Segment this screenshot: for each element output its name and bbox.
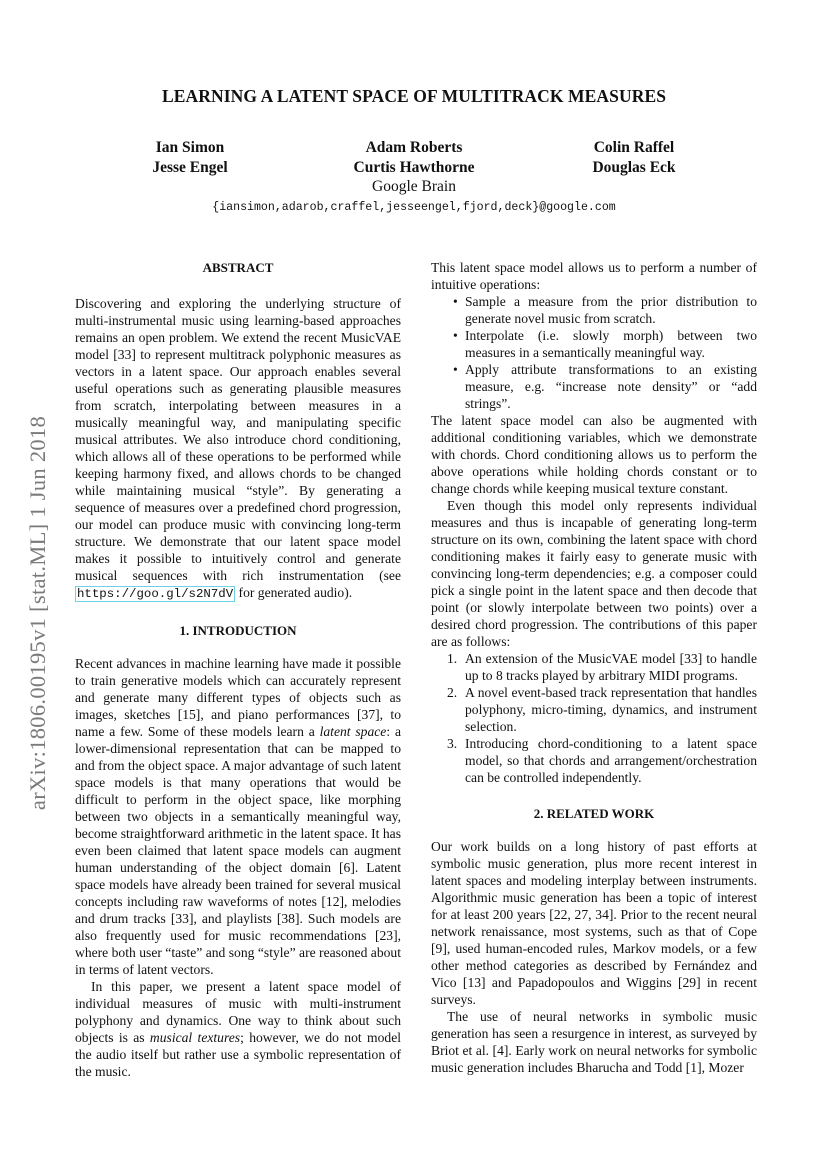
intro-paragraph-2	[75, 978, 401, 1080]
list-number: 3.	[447, 736, 458, 751]
paper-title: LEARNING A LATENT SPACE OF MULTITRACK MEASURES	[161, 86, 667, 106]
abstract-text	[75, 295, 401, 603]
intro-paragraph-3: This latent space model allows us to perform a number of intuitive operations:	[431, 260, 757, 292]
left-column	[75, 259, 401, 1080]
list-item	[453, 327, 757, 361]
intro-paragraph-1	[75, 655, 401, 978]
related-paragraph-2: The use of neural networks in symbolic music generation has seen a resurgence in interest, as surveyed by Briot et al. [4]. Early work on neural networks for symbolic music generation includes Bharucha and Todd [1], Mozer	[431, 1009, 757, 1075]
abstract-heading: ABSTRACT	[202, 260, 274, 275]
author-column-1	[140, 138, 240, 177]
list-item	[447, 735, 757, 786]
right-column	[431, 259, 757, 1076]
list-item	[447, 650, 757, 684]
section-heading-introduction: 1. INTRODUCTION	[179, 623, 297, 638]
intro-text: Recent advances in machine learning have made it possible to train generative models which can accurately represent and generate many different types of objects such as images, sketches [15], and piano performances [37], to name a few. Some of these models learn a	[75, 656, 401, 739]
arxiv-stamp	[17, 368, 59, 858]
author-name: Ian Simon	[155, 139, 225, 156]
related-paragraph-1: Our work builds on a long history of past efforts at symbolic music generation, plus more recent interest in latent spaces and modeling interplay between instruments. Algorithmic music generation has been a topic of interest for at least 200 years [22, 27, 34]. Prior to the recent neural network renaissance, most systems, such as that of Cope [9], used human-encoded rules, Markov models, or a few other method categories as described by Fernández and Vico [13] and Papadopoulos and Wiggins [29] in recent surveys.	[431, 839, 757, 1007]
arxiv-stamp-text: arXiv:1806.00195v1 [stat.ML] 1 Jun 2018	[25, 415, 50, 811]
affiliation: Google Brain	[372, 178, 456, 195]
author-emails: {iansimon,adarob,craffel,jesseengel,fjord,deck}@google.com	[212, 201, 616, 214]
list-item-text: Introducing chord-conditioning to a latent space model, so that chords and arrangement/orchestration can be controlled independently.	[465, 736, 757, 785]
abstract-body-end: for generated audio).	[235, 585, 353, 600]
list-item	[453, 361, 757, 412]
list-item-text: A novel event-based track representation that handles polyphony, micro-timing, dynamics, and instrument selection.	[465, 685, 757, 734]
intro-emphasis: musical textures	[149, 1030, 241, 1045]
author-name: Colin Raffel	[593, 139, 675, 156]
intro-emphasis: latent space	[319, 724, 387, 739]
list-item-text: An extension of the MusicVAE model [33] to handle up to 8 tracks played by arbitrary MIDI programs.	[465, 651, 757, 683]
list-item-text: Interpolate (i.e. slowly morph) between two measures in a semantically meaningful way.	[465, 328, 757, 360]
bullet-icon: •	[453, 328, 458, 343]
intro-text: In this paper, we present a latent space model of individual measures of music with multi-instrument polyphony and dynamics. One way to think about such objects is as	[75, 979, 401, 1045]
section-heading-related-work: 2. RELATED WORK	[533, 806, 655, 821]
author-column-3	[574, 138, 694, 177]
abstract-body: Discovering and exploring the underlying structure of multi-instrumental music using learning-based approaches remains an open problem. We extend the recent MusicVAE model [33] to represent multitrack polyphonic measures as vectors in a latent space. Our approach enables several useful operations such as generating plausible measures from scratch, interpolating between measures in a musically meaningful way, and manipulating specific musical attributes. We also introduce chord conditioning, which allows all of these operations to be performed while keeping harmony fixed, and allows chords to be changed while maintaining musical “style”. By generating a sequence of measures over a predefined chord progression, our model can produce music with convincing long-term structure. We demonstrate that our latent space model makes it possible to intuitively control and generate musical sequences with rich instrumentation (see	[75, 296, 401, 583]
bullet-icon: •	[453, 294, 458, 309]
bullet-icon: •	[453, 362, 458, 377]
intro-text: : a lower-dimensional representation that can be mapped to and from the object space. A major advantage of such latent space models is that many operations that would be difficult to perform in the object space, like morphing between two objects in a semantically meaningful way, become straightforward arithmetic in the latent space. It has even been claimed that latent space models can augment human understanding of the object domain [6]. Latent space models have already been trained for several musical concepts including raw waveforms of notes [12], melodies and drum tracks [33], and playlists [38]. Such models are also frequently used for music recommendations [23], where both user “taste” and song “style” are reasoned about in terms of latent vectors.	[75, 724, 401, 977]
intro-text: ; however, we do not model the audio itself but rather use a symbolic representation of the music.	[75, 1030, 401, 1079]
author-name: Curtis Hawthorne	[353, 158, 475, 176]
list-number: 2.	[447, 685, 458, 700]
intro-paragraph-4: The latent space model can also be augmented with additional conditioning variables, which we demonstrate with chords. Chord conditioning allows us to perform the above operations while holding chords constant or to change chords while keeping musical texture constant.	[431, 413, 757, 496]
list-item	[453, 293, 757, 327]
audio-link[interactable]: https://goo.gl/s2N7dV	[77, 587, 234, 601]
intro-paragraph-5: Even though this model only represents individual measures and thus is incapable of generating long-term structure on its own, combining the latent space with chord conditioning makes it fairly easy to generate music with convincing long-term dependencies; e.g. a composer could pick a single point in the latent space and then decode that point (or slowly interpolate between two points) over a desired chord progression. The contributions of this paper are as follows:	[431, 498, 757, 649]
author-name: Douglas Eck	[592, 158, 676, 176]
operations-list	[431, 293, 757, 412]
list-item-text: Apply attribute transformations to an existing measure, e.g. “increase note density” or “add strings”.	[465, 362, 757, 411]
list-item-text: Sample a measure from the prior distribution to generate novel music from scratch.	[465, 294, 757, 326]
author-name: Jesse Engel	[152, 158, 228, 176]
contributions-list	[431, 650, 757, 786]
list-number: 1.	[447, 651, 458, 666]
author-column-2	[334, 138, 494, 177]
list-item	[447, 684, 757, 735]
author-name: Adam Roberts	[365, 139, 463, 156]
